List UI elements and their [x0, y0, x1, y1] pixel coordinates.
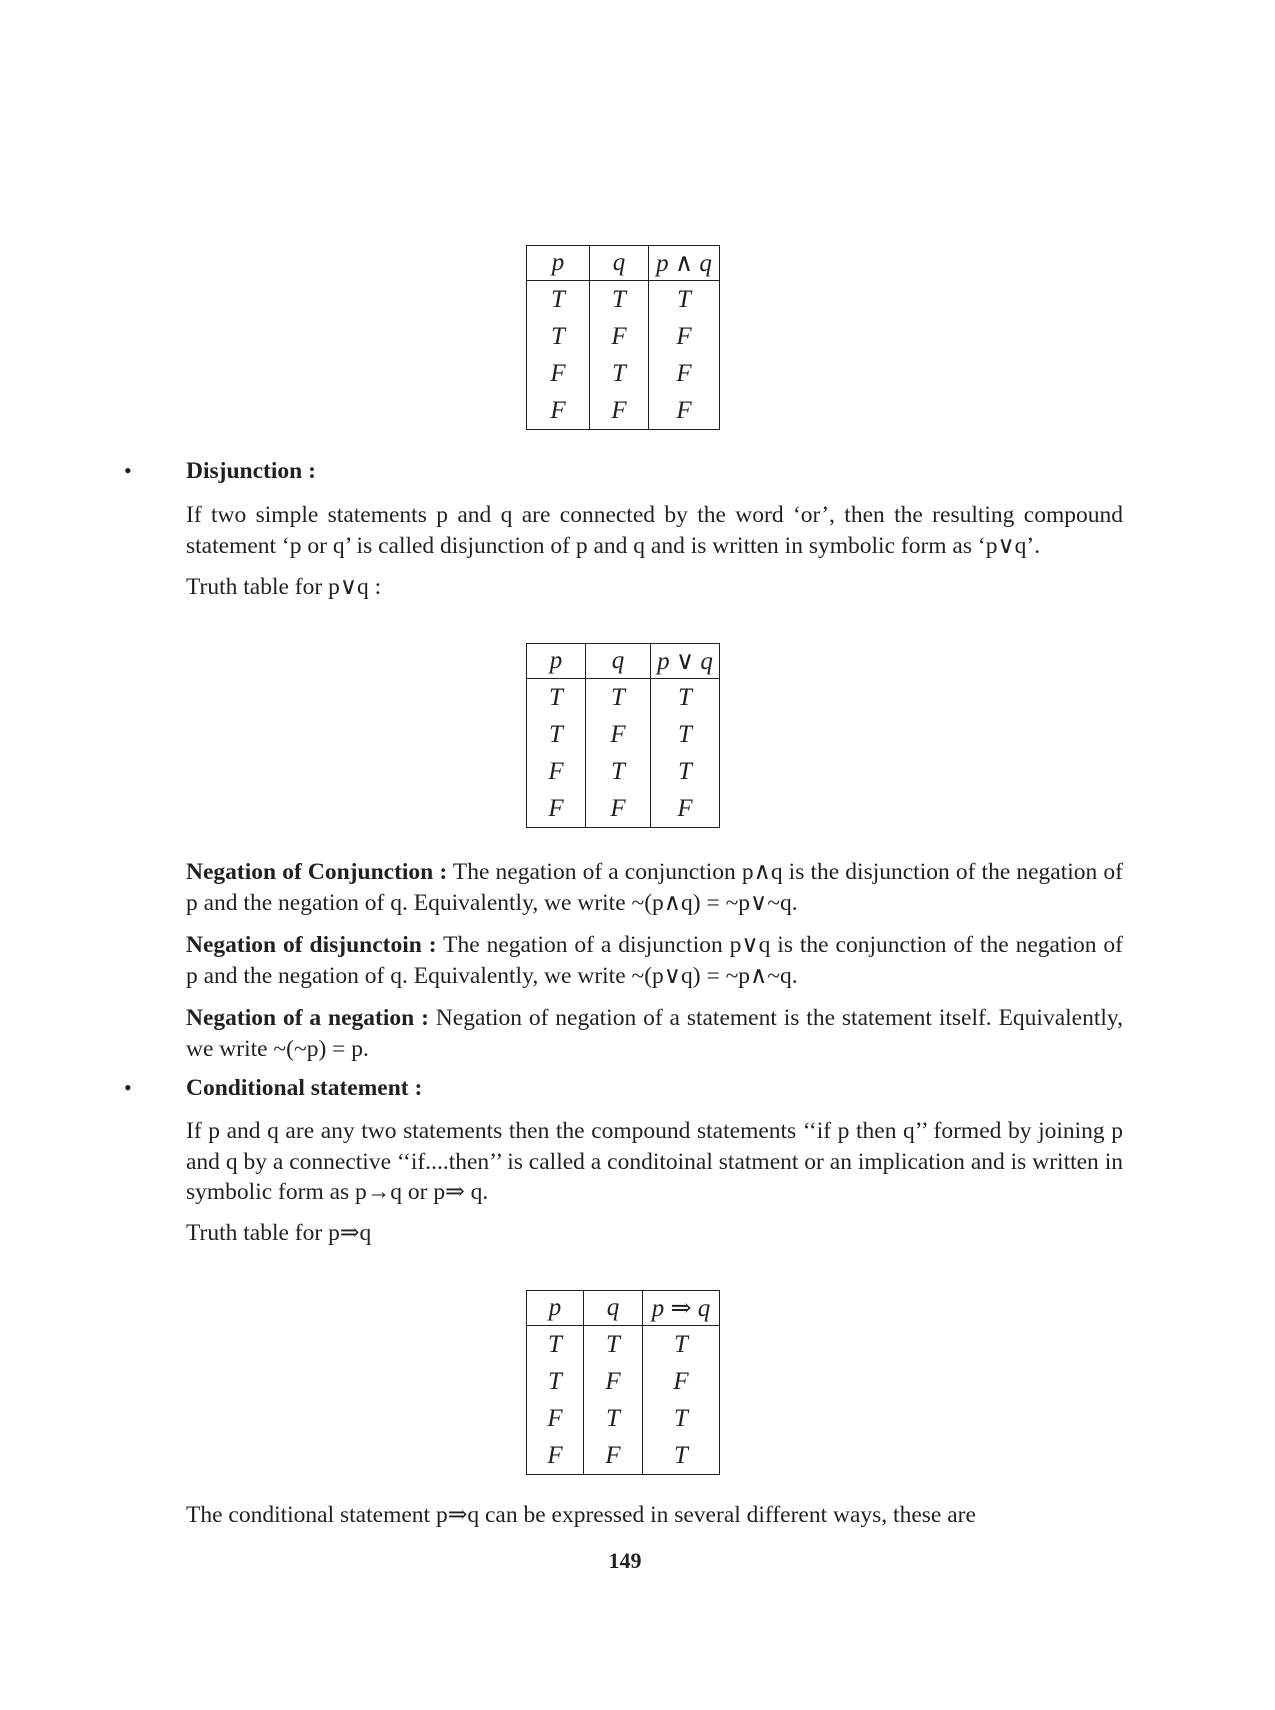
table-row [527, 1437, 720, 1475]
table-cell: T [651, 716, 720, 753]
table-cell: F [584, 1437, 643, 1475]
table-cell: F [584, 1363, 643, 1400]
table-header-row [527, 644, 720, 679]
disjunction-paragraph: If two simple statements p and q are connected by the word ‘or’, then the resulting compound statement ‘p or q’ is called disjunction of p and q and is written in symbolic form as ‘p∨q’. [186, 502, 1123, 559]
table-row [527, 753, 720, 790]
column-header: p [527, 246, 590, 281]
truth-table-implication [526, 1290, 720, 1475]
negation-of-conjunction-paragraph [186, 857, 1123, 918]
table-cell: F [649, 392, 720, 430]
section-heading-disjunction: Disjunction : [186, 458, 316, 484]
table-cell: T [590, 355, 649, 392]
table-cell: F [586, 716, 651, 753]
column-header: q [584, 1291, 643, 1326]
table-cell: T [651, 679, 720, 717]
negation-of-disjunction-paragraph [186, 930, 1123, 991]
negation-of-negation-text: Negation of negation of a statement is the statement itself. Equivalently, we write ~(~p) = p. [186, 1005, 1123, 1062]
column-header: p ⇒ q [643, 1291, 720, 1326]
table-row [527, 716, 720, 753]
table-cell: T [590, 281, 649, 319]
column-header: p ∧ q [649, 246, 720, 281]
table-header-row [527, 1291, 720, 1326]
conditional-table-caption: Truth table for p⇒q [186, 1220, 372, 1246]
table-cell: T [527, 716, 586, 753]
table-cell: F [643, 1363, 720, 1400]
negation-of-disjunction-text: The negation of a disjunction p∨q is the conjunction of the negation of p and the negation of q. Equivalently, we write ~(p∨q) = ~p∧~q. [186, 932, 1123, 989]
table-row [527, 355, 720, 392]
table-cell: F [527, 790, 586, 828]
table-cell: T [527, 1326, 584, 1364]
table-cell: F [527, 1400, 584, 1437]
table-cell: T [584, 1326, 643, 1364]
negation-of-conjunction-label: Negation of Conjunction : [186, 859, 448, 885]
page-number: 149 [608, 1548, 642, 1573]
table-row [527, 281, 720, 319]
table-cell: F [527, 355, 590, 392]
table-cell: F [649, 318, 720, 355]
column-header: p ∨ q [651, 644, 720, 679]
table-cell: T [643, 1326, 720, 1364]
table-row [527, 790, 720, 828]
table-cell: F [651, 790, 720, 828]
table-cell: T [527, 679, 586, 717]
table-cell: T [643, 1437, 720, 1475]
table-row [527, 679, 720, 717]
table-cell: T [586, 753, 651, 790]
closing-paragraph: The conditional statement p⇒q can be expressed in several different ways, these are [186, 1502, 976, 1528]
table-row [527, 392, 720, 430]
table-cell: T [584, 1400, 643, 1437]
disjunction-table-caption: Truth table for p∨q : [186, 574, 382, 600]
table-cell: F [586, 790, 651, 828]
negation-of-conjunction-text: The negation of a conjunction p∧q is the disjunction of the negation of p and the negation of q. Equivalently, we write ~(p∧q) = ~p∨~q. [186, 859, 1123, 916]
table-row [527, 1326, 720, 1364]
section-heading-conditional: Conditional statement : [186, 1075, 423, 1101]
column-header: p [527, 1291, 584, 1326]
table-cell: F [590, 392, 649, 430]
table-cell: F [649, 355, 720, 392]
table-cell: T [586, 679, 651, 717]
column-header: q [590, 246, 649, 281]
truth-table-conjunction [526, 245, 720, 430]
table-cell: T [643, 1400, 720, 1437]
table-cell: F [527, 392, 590, 430]
table-header-row [527, 246, 720, 281]
table-cell: T [651, 753, 720, 790]
conditional-paragraph: If p and q are any two statements then the compound statements ‘‘if p then q’’ formed by joining p and q by a connective ‘‘if....then’’ is called a conditoinal statment or an implication and is written in symbolic form as p→q or p⇒ q. [186, 1118, 1123, 1205]
bullet-icon: • [124, 458, 132, 483]
column-header: p [527, 644, 586, 679]
table-cell: T [527, 281, 590, 319]
table-cell: T [527, 1363, 584, 1400]
table-row [527, 1363, 720, 1400]
table-row [527, 318, 720, 355]
bullet-icon: • [124, 1075, 132, 1100]
truth-table-disjunction [526, 643, 720, 828]
table-cell: T [527, 318, 590, 355]
table-cell: T [649, 281, 720, 319]
negation-of-negation-label: Negation of a negation : [186, 1005, 429, 1031]
negation-of-disjunction-label: Negation of disjunctoin : [186, 932, 437, 958]
negation-of-negation-paragraph [186, 1003, 1123, 1064]
table-cell: F [590, 318, 649, 355]
table-row [527, 1400, 720, 1437]
table-cell: F [527, 753, 586, 790]
column-header: q [586, 644, 651, 679]
table-cell: F [527, 1437, 584, 1475]
